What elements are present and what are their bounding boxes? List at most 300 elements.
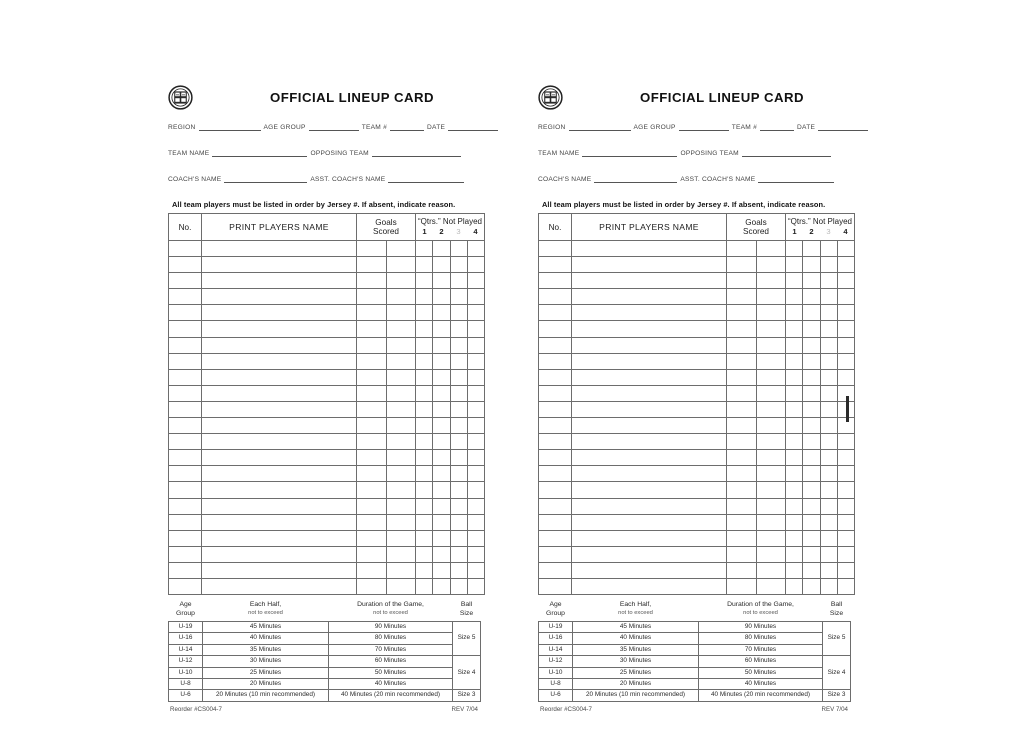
- roster-cell-q3[interactable]: [450, 482, 467, 498]
- roster-cell-name[interactable]: [572, 273, 727, 289]
- roster-cell-q3[interactable]: [820, 482, 837, 498]
- roster-cell-q4[interactable]: [837, 321, 854, 337]
- input-coach-name[interactable]: [224, 173, 307, 183]
- roster-cell-q1[interactable]: [786, 337, 803, 353]
- roster-cell-q3[interactable]: [820, 385, 837, 401]
- roster-cell-q3[interactable]: [820, 546, 837, 562]
- roster-cell-name[interactable]: [572, 450, 727, 466]
- roster-cell-goals-b[interactable]: [756, 562, 786, 578]
- roster-cell-q2[interactable]: [803, 434, 820, 450]
- roster-cell-goals-b[interactable]: [386, 289, 416, 305]
- roster-cell-number[interactable]: [169, 482, 202, 498]
- roster-cell-name[interactable]: [202, 482, 357, 498]
- roster-cell-q3[interactable]: [450, 546, 467, 562]
- roster-cell-q3[interactable]: [450, 241, 467, 257]
- roster-cell-q2[interactable]: [803, 385, 820, 401]
- roster-cell-q1[interactable]: [416, 562, 433, 578]
- roster-cell-goals-a[interactable]: [727, 562, 757, 578]
- roster-cell-q2[interactable]: [803, 241, 820, 257]
- roster-cell-q4[interactable]: [837, 369, 854, 385]
- roster-cell-goals-b[interactable]: [756, 482, 786, 498]
- roster-cell-q4[interactable]: [467, 546, 484, 562]
- roster-cell-q4[interactable]: [467, 241, 484, 257]
- roster-cell-goals-a[interactable]: [727, 466, 757, 482]
- roster-cell-q4[interactable]: [467, 353, 484, 369]
- roster-cell-q1[interactable]: [416, 578, 433, 594]
- roster-cell-q3[interactable]: [450, 401, 467, 417]
- roster-cell-q1[interactable]: [416, 353, 433, 369]
- roster-cell-q2[interactable]: [433, 385, 450, 401]
- roster-cell-goals-b[interactable]: [756, 289, 786, 305]
- roster-cell-goals-a[interactable]: [357, 498, 387, 514]
- roster-cell-q3[interactable]: [820, 337, 837, 353]
- roster-cell-q4[interactable]: [467, 289, 484, 305]
- roster-cell-number[interactable]: [169, 578, 202, 594]
- roster-cell-number[interactable]: [539, 257, 572, 273]
- roster-cell-number[interactable]: [169, 385, 202, 401]
- roster-cell-q1[interactable]: [786, 401, 803, 417]
- roster-cell-goals-b[interactable]: [386, 498, 416, 514]
- roster-cell-goals-b[interactable]: [386, 578, 416, 594]
- roster-cell-goals-b[interactable]: [386, 562, 416, 578]
- roster-cell-q1[interactable]: [416, 482, 433, 498]
- input-team-number[interactable]: [390, 121, 424, 131]
- roster-cell-q4[interactable]: [837, 546, 854, 562]
- roster-cell-goals-a[interactable]: [727, 530, 757, 546]
- roster-cell-name[interactable]: [202, 353, 357, 369]
- roster-cell-q3[interactable]: [820, 401, 837, 417]
- roster-cell-number[interactable]: [169, 514, 202, 530]
- roster-cell-name[interactable]: [202, 401, 357, 417]
- roster-cell-number[interactable]: [539, 450, 572, 466]
- roster-cell-q1[interactable]: [786, 418, 803, 434]
- roster-cell-q1[interactable]: [786, 241, 803, 257]
- roster-cell-number[interactable]: [539, 353, 572, 369]
- roster-cell-q4[interactable]: [837, 434, 854, 450]
- roster-cell-number[interactable]: [539, 273, 572, 289]
- roster-cell-name[interactable]: [202, 385, 357, 401]
- roster-cell-q4[interactable]: [837, 466, 854, 482]
- roster-cell-q2[interactable]: [803, 289, 820, 305]
- roster-cell-goals-b[interactable]: [386, 466, 416, 482]
- roster-cell-name[interactable]: [572, 305, 727, 321]
- roster-cell-q2[interactable]: [433, 450, 450, 466]
- roster-cell-q2[interactable]: [433, 482, 450, 498]
- roster-cell-number[interactable]: [539, 305, 572, 321]
- roster-cell-q4[interactable]: [467, 337, 484, 353]
- roster-cell-name[interactable]: [202, 466, 357, 482]
- input-age-group[interactable]: [309, 121, 359, 131]
- roster-cell-number[interactable]: [169, 289, 202, 305]
- roster-cell-name[interactable]: [202, 289, 357, 305]
- roster-cell-goals-b[interactable]: [386, 337, 416, 353]
- roster-cell-q1[interactable]: [786, 257, 803, 273]
- roster-cell-q2[interactable]: [433, 257, 450, 273]
- roster-cell-name[interactable]: [572, 289, 727, 305]
- roster-cell-name[interactable]: [572, 241, 727, 257]
- roster-cell-number[interactable]: [169, 321, 202, 337]
- roster-cell-q4[interactable]: [467, 305, 484, 321]
- roster-cell-q4[interactable]: [467, 418, 484, 434]
- roster-cell-number[interactable]: [169, 530, 202, 546]
- roster-cell-name[interactable]: [572, 401, 727, 417]
- roster-cell-q4[interactable]: [837, 273, 854, 289]
- roster-cell-q3[interactable]: [450, 498, 467, 514]
- roster-cell-goals-b[interactable]: [386, 321, 416, 337]
- roster-cell-name[interactable]: [572, 562, 727, 578]
- roster-cell-goals-a[interactable]: [727, 385, 757, 401]
- roster-cell-name[interactable]: [202, 337, 357, 353]
- roster-cell-name[interactable]: [572, 482, 727, 498]
- roster-cell-q4[interactable]: [467, 321, 484, 337]
- roster-cell-q1[interactable]: [786, 466, 803, 482]
- roster-cell-q3[interactable]: [820, 514, 837, 530]
- roster-cell-number[interactable]: [539, 546, 572, 562]
- roster-cell-name[interactable]: [572, 321, 727, 337]
- roster-cell-goals-a[interactable]: [357, 514, 387, 530]
- roster-cell-goals-a[interactable]: [727, 353, 757, 369]
- roster-cell-goals-b[interactable]: [756, 257, 786, 273]
- roster-cell-q1[interactable]: [786, 385, 803, 401]
- roster-cell-q1[interactable]: [416, 514, 433, 530]
- roster-cell-q2[interactable]: [803, 482, 820, 498]
- roster-cell-q1[interactable]: [786, 321, 803, 337]
- roster-cell-goals-a[interactable]: [727, 514, 757, 530]
- roster-cell-q1[interactable]: [786, 530, 803, 546]
- roster-cell-goals-a[interactable]: [727, 337, 757, 353]
- roster-cell-q3[interactable]: [450, 466, 467, 482]
- roster-cell-q1[interactable]: [786, 305, 803, 321]
- roster-cell-q2[interactable]: [433, 434, 450, 450]
- roster-cell-goals-a[interactable]: [357, 241, 387, 257]
- roster-cell-goals-a[interactable]: [727, 578, 757, 594]
- input-region[interactable]: [569, 121, 631, 131]
- roster-cell-q3[interactable]: [820, 434, 837, 450]
- roster-cell-q2[interactable]: [433, 273, 450, 289]
- roster-cell-goals-b[interactable]: [386, 273, 416, 289]
- roster-cell-goals-b[interactable]: [386, 401, 416, 417]
- roster-cell-number[interactable]: [539, 337, 572, 353]
- roster-cell-q3[interactable]: [450, 321, 467, 337]
- roster-cell-q2[interactable]: [803, 401, 820, 417]
- roster-cell-q4[interactable]: [467, 482, 484, 498]
- roster-cell-goals-a[interactable]: [727, 369, 757, 385]
- roster-cell-q4[interactable]: [467, 369, 484, 385]
- roster-cell-q4[interactable]: [837, 578, 854, 594]
- input-opposing-team[interactable]: [742, 147, 831, 157]
- roster-cell-q3[interactable]: [820, 289, 837, 305]
- roster-cell-goals-b[interactable]: [756, 498, 786, 514]
- roster-cell-number[interactable]: [539, 369, 572, 385]
- roster-cell-q1[interactable]: [786, 353, 803, 369]
- roster-cell-name[interactable]: [202, 434, 357, 450]
- roster-cell-goals-a[interactable]: [727, 450, 757, 466]
- roster-cell-number[interactable]: [169, 305, 202, 321]
- roster-cell-goals-b[interactable]: [756, 450, 786, 466]
- roster-cell-goals-b[interactable]: [756, 337, 786, 353]
- roster-cell-name[interactable]: [202, 450, 357, 466]
- roster-cell-q4[interactable]: [467, 257, 484, 273]
- roster-cell-q2[interactable]: [803, 562, 820, 578]
- roster-cell-name[interactable]: [202, 498, 357, 514]
- roster-cell-q1[interactable]: [416, 241, 433, 257]
- roster-cell-goals-b[interactable]: [386, 450, 416, 466]
- roster-cell-q3[interactable]: [450, 369, 467, 385]
- roster-cell-q2[interactable]: [803, 418, 820, 434]
- roster-cell-q4[interactable]: [837, 514, 854, 530]
- roster-cell-number[interactable]: [539, 514, 572, 530]
- roster-cell-q1[interactable]: [786, 434, 803, 450]
- roster-cell-name[interactable]: [572, 353, 727, 369]
- roster-cell-q4[interactable]: [837, 337, 854, 353]
- input-asst-coach-name[interactable]: [758, 173, 834, 183]
- roster-cell-number[interactable]: [169, 273, 202, 289]
- roster-cell-goals-a[interactable]: [727, 241, 757, 257]
- roster-cell-q2[interactable]: [433, 562, 450, 578]
- roster-cell-goals-b[interactable]: [756, 514, 786, 530]
- roster-cell-q1[interactable]: [786, 289, 803, 305]
- roster-cell-number[interactable]: [169, 337, 202, 353]
- roster-cell-q3[interactable]: [450, 289, 467, 305]
- roster-cell-name[interactable]: [572, 530, 727, 546]
- roster-cell-q2[interactable]: [803, 530, 820, 546]
- roster-cell-number[interactable]: [539, 498, 572, 514]
- roster-cell-q3[interactable]: [450, 337, 467, 353]
- input-team-name[interactable]: [212, 147, 307, 157]
- input-asst-coach-name[interactable]: [388, 173, 464, 183]
- roster-cell-number[interactable]: [169, 401, 202, 417]
- roster-cell-q3[interactable]: [820, 257, 837, 273]
- roster-cell-number[interactable]: [169, 562, 202, 578]
- roster-cell-q1[interactable]: [416, 337, 433, 353]
- roster-cell-number[interactable]: [539, 321, 572, 337]
- roster-cell-goals-b[interactable]: [756, 385, 786, 401]
- roster-cell-q3[interactable]: [820, 353, 837, 369]
- roster-cell-q4[interactable]: [467, 578, 484, 594]
- roster-cell-q1[interactable]: [786, 578, 803, 594]
- roster-cell-number[interactable]: [539, 401, 572, 417]
- roster-cell-name[interactable]: [572, 434, 727, 450]
- input-region[interactable]: [199, 121, 261, 131]
- roster-cell-goals-b[interactable]: [386, 434, 416, 450]
- roster-cell-goals-a[interactable]: [357, 578, 387, 594]
- roster-cell-q2[interactable]: [803, 578, 820, 594]
- roster-cell-goals-b[interactable]: [386, 418, 416, 434]
- roster-cell-q3[interactable]: [820, 241, 837, 257]
- roster-cell-goals-a[interactable]: [727, 305, 757, 321]
- roster-cell-q3[interactable]: [450, 418, 467, 434]
- roster-cell-q2[interactable]: [433, 321, 450, 337]
- roster-cell-goals-b[interactable]: [756, 546, 786, 562]
- roster-cell-number[interactable]: [169, 434, 202, 450]
- roster-cell-q3[interactable]: [820, 273, 837, 289]
- roster-cell-name[interactable]: [202, 369, 357, 385]
- roster-cell-number[interactable]: [539, 418, 572, 434]
- roster-cell-number[interactable]: [169, 498, 202, 514]
- roster-cell-q4[interactable]: [467, 273, 484, 289]
- roster-cell-name[interactable]: [572, 466, 727, 482]
- roster-cell-name[interactable]: [202, 257, 357, 273]
- roster-cell-goals-b[interactable]: [756, 578, 786, 594]
- roster-cell-goals-b[interactable]: [386, 385, 416, 401]
- roster-cell-q1[interactable]: [786, 514, 803, 530]
- roster-cell-name[interactable]: [202, 530, 357, 546]
- input-opposing-team[interactable]: [372, 147, 461, 157]
- roster-cell-q2[interactable]: [803, 353, 820, 369]
- roster-cell-q1[interactable]: [416, 434, 433, 450]
- roster-cell-q2[interactable]: [803, 257, 820, 273]
- roster-cell-number[interactable]: [169, 257, 202, 273]
- roster-cell-q3[interactable]: [450, 562, 467, 578]
- roster-cell-q4[interactable]: [837, 353, 854, 369]
- roster-cell-q1[interactable]: [416, 257, 433, 273]
- roster-cell-q3[interactable]: [820, 530, 837, 546]
- roster-cell-q2[interactable]: [803, 337, 820, 353]
- roster-cell-q2[interactable]: [803, 546, 820, 562]
- roster-cell-goals-a[interactable]: [357, 401, 387, 417]
- roster-cell-goals-a[interactable]: [357, 482, 387, 498]
- roster-cell-q3[interactable]: [820, 578, 837, 594]
- roster-cell-number[interactable]: [169, 241, 202, 257]
- roster-cell-q3[interactable]: [820, 305, 837, 321]
- roster-cell-name[interactable]: [202, 305, 357, 321]
- roster-cell-goals-a[interactable]: [357, 546, 387, 562]
- roster-cell-name[interactable]: [202, 514, 357, 530]
- roster-cell-goals-a[interactable]: [357, 418, 387, 434]
- roster-cell-q1[interactable]: [416, 369, 433, 385]
- roster-cell-goals-a[interactable]: [357, 337, 387, 353]
- roster-cell-q3[interactable]: [450, 514, 467, 530]
- roster-cell-goals-a[interactable]: [727, 434, 757, 450]
- roster-cell-goals-b[interactable]: [386, 257, 416, 273]
- roster-cell-q1[interactable]: [416, 273, 433, 289]
- roster-cell-q3[interactable]: [820, 466, 837, 482]
- roster-cell-q2[interactable]: [433, 241, 450, 257]
- roster-cell-number[interactable]: [169, 369, 202, 385]
- roster-cell-goals-a[interactable]: [357, 434, 387, 450]
- roster-cell-goals-a[interactable]: [727, 418, 757, 434]
- roster-cell-q1[interactable]: [786, 273, 803, 289]
- roster-cell-q4[interactable]: [467, 530, 484, 546]
- roster-cell-goals-a[interactable]: [727, 546, 757, 562]
- roster-cell-q2[interactable]: [433, 530, 450, 546]
- roster-cell-number[interactable]: [539, 530, 572, 546]
- roster-cell-q4[interactable]: [467, 562, 484, 578]
- input-team-number[interactable]: [760, 121, 794, 131]
- roster-cell-q2[interactable]: [803, 466, 820, 482]
- roster-cell-goals-a[interactable]: [357, 562, 387, 578]
- roster-cell-q1[interactable]: [416, 546, 433, 562]
- roster-cell-q2[interactable]: [803, 450, 820, 466]
- roster-cell-q4[interactable]: [467, 450, 484, 466]
- roster-cell-goals-a[interactable]: [357, 321, 387, 337]
- roster-cell-name[interactable]: [572, 418, 727, 434]
- roster-cell-q3[interactable]: [820, 450, 837, 466]
- roster-cell-number[interactable]: [169, 466, 202, 482]
- roster-cell-q2[interactable]: [803, 305, 820, 321]
- roster-cell-q4[interactable]: [837, 289, 854, 305]
- roster-cell-number[interactable]: [539, 578, 572, 594]
- roster-cell-number[interactable]: [539, 562, 572, 578]
- roster-cell-goals-a[interactable]: [357, 530, 387, 546]
- roster-cell-q1[interactable]: [786, 546, 803, 562]
- roster-cell-q4[interactable]: [467, 498, 484, 514]
- roster-cell-q4[interactable]: [837, 530, 854, 546]
- roster-cell-goals-b[interactable]: [386, 482, 416, 498]
- roster-cell-name[interactable]: [202, 418, 357, 434]
- roster-cell-goals-a[interactable]: [357, 369, 387, 385]
- roster-cell-q1[interactable]: [416, 289, 433, 305]
- roster-cell-number[interactable]: [539, 385, 572, 401]
- input-date[interactable]: [818, 121, 868, 131]
- roster-cell-name[interactable]: [202, 241, 357, 257]
- roster-cell-q4[interactable]: [467, 466, 484, 482]
- roster-cell-goals-b[interactable]: [386, 546, 416, 562]
- roster-cell-q1[interactable]: [416, 466, 433, 482]
- roster-cell-name[interactable]: [572, 578, 727, 594]
- roster-cell-q2[interactable]: [433, 578, 450, 594]
- roster-cell-goals-b[interactable]: [756, 466, 786, 482]
- roster-cell-goals-b[interactable]: [386, 353, 416, 369]
- roster-cell-q3[interactable]: [450, 434, 467, 450]
- roster-cell-q3[interactable]: [450, 385, 467, 401]
- roster-cell-goals-a[interactable]: [727, 498, 757, 514]
- roster-cell-goals-b[interactable]: [386, 369, 416, 385]
- roster-cell-goals-a[interactable]: [727, 482, 757, 498]
- roster-cell-q1[interactable]: [786, 562, 803, 578]
- roster-cell-goals-b[interactable]: [756, 353, 786, 369]
- input-date[interactable]: [448, 121, 498, 131]
- roster-cell-q3[interactable]: [820, 321, 837, 337]
- roster-cell-q1[interactable]: [416, 498, 433, 514]
- roster-cell-goals-b[interactable]: [756, 273, 786, 289]
- roster-cell-number[interactable]: [539, 434, 572, 450]
- roster-cell-q4[interactable]: [837, 241, 854, 257]
- roster-cell-q4[interactable]: [837, 450, 854, 466]
- roster-cell-q4[interactable]: [837, 498, 854, 514]
- roster-cell-goals-b[interactable]: [756, 369, 786, 385]
- roster-cell-q2[interactable]: [433, 418, 450, 434]
- roster-cell-goals-a[interactable]: [357, 257, 387, 273]
- roster-cell-q3[interactable]: [820, 418, 837, 434]
- roster-cell-goals-a[interactable]: [357, 305, 387, 321]
- roster-cell-goals-a[interactable]: [727, 273, 757, 289]
- roster-cell-q2[interactable]: [803, 498, 820, 514]
- roster-cell-q1[interactable]: [416, 385, 433, 401]
- roster-cell-goals-b[interactable]: [756, 418, 786, 434]
- roster-cell-q3[interactable]: [820, 562, 837, 578]
- roster-cell-goals-b[interactable]: [386, 530, 416, 546]
- roster-cell-q1[interactable]: [786, 498, 803, 514]
- roster-cell-name[interactable]: [202, 273, 357, 289]
- roster-cell-number[interactable]: [539, 289, 572, 305]
- roster-cell-q2[interactable]: [803, 273, 820, 289]
- roster-cell-goals-a[interactable]: [727, 289, 757, 305]
- roster-cell-q1[interactable]: [416, 401, 433, 417]
- roster-cell-goals-a[interactable]: [357, 289, 387, 305]
- roster-cell-q3[interactable]: [450, 578, 467, 594]
- roster-cell-q3[interactable]: [820, 498, 837, 514]
- roster-cell-q4[interactable]: [837, 482, 854, 498]
- roster-cell-q2[interactable]: [803, 369, 820, 385]
- roster-cell-q2[interactable]: [433, 353, 450, 369]
- roster-cell-q3[interactable]: [450, 257, 467, 273]
- roster-cell-number[interactable]: [539, 482, 572, 498]
- roster-cell-name[interactable]: [202, 321, 357, 337]
- roster-cell-goals-b[interactable]: [756, 241, 786, 257]
- roster-cell-q2[interactable]: [803, 321, 820, 337]
- roster-cell-name[interactable]: [572, 257, 727, 273]
